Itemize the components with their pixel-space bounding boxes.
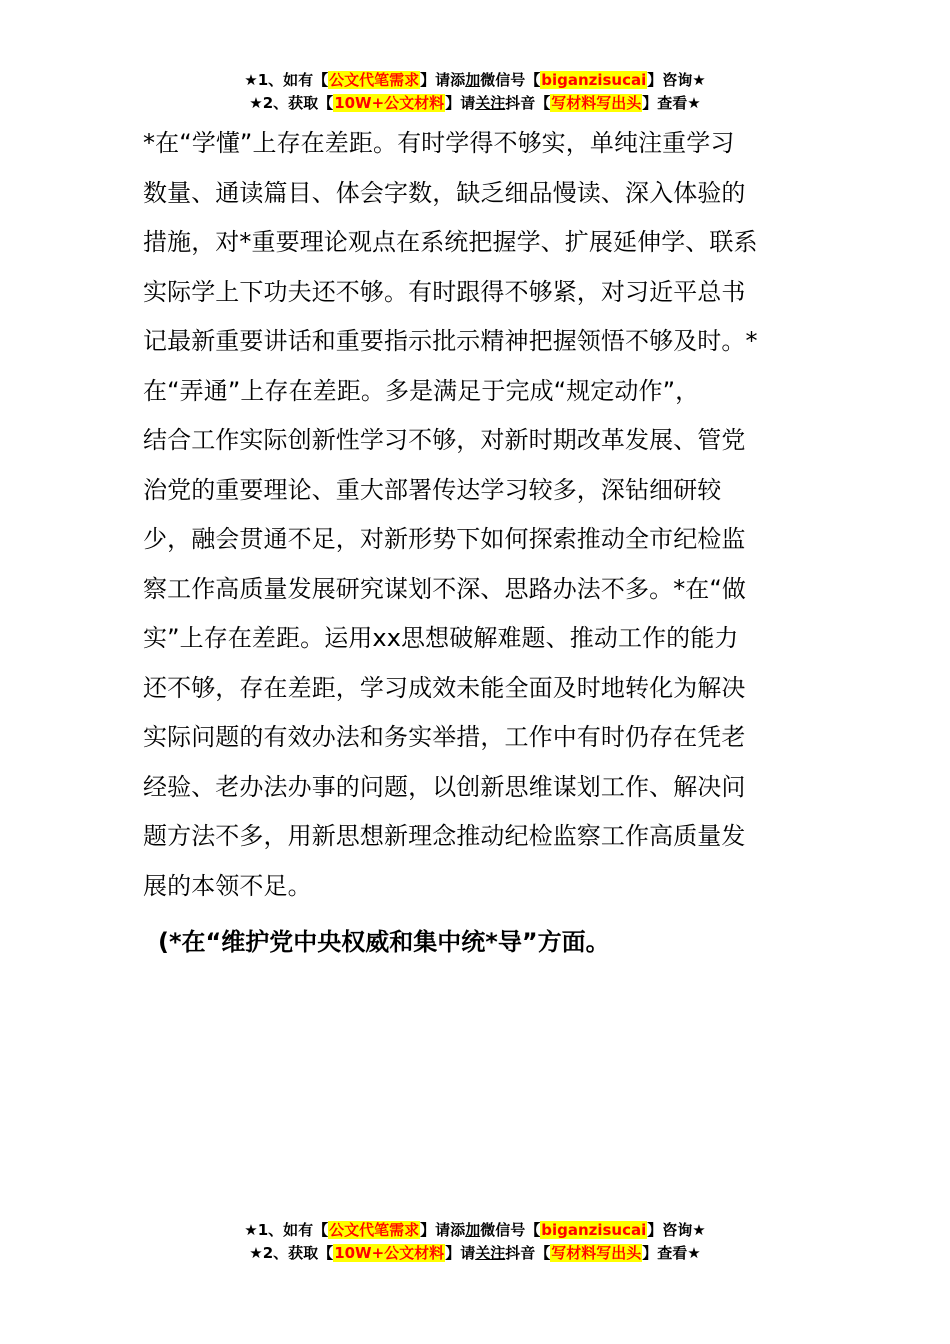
banner-text: 】请	[445, 94, 476, 112]
text-line: 察工作高质量发展研究谋划不深、思路办法不多。*在“做	[143, 574, 747, 603]
banner-highlight: 写材料写出头	[551, 1244, 642, 1262]
text-line: 经验、老办法办事的问题，以创新思维谋划工作、解决问	[143, 772, 746, 801]
text-line: 实际学上下功夫还不够。有时跟得不够紧，对习近平总书	[143, 277, 746, 306]
banner-line-1	[0, 69, 950, 92]
banner-text: 抖音【	[505, 94, 551, 112]
banner-text: 】查看★	[642, 1244, 701, 1262]
text-line: 在“弄通”上存在差距。多是满足于完成“规定动作”，	[143, 376, 700, 405]
text-line: 结合工作实际创新性学习不够，对新时期改革发展、管党	[143, 426, 746, 454]
banner-text: 抖音【	[505, 1244, 551, 1262]
banner-text: 】请	[445, 1244, 476, 1262]
banner-text: ★1、如有【	[244, 1221, 329, 1239]
text-line: 治党的重要理论、重大部署传达学习较多，深钻细研较	[143, 475, 722, 504]
banner-highlight: biganzisucai	[541, 1221, 647, 1239]
banner-text: 】查看★	[642, 94, 701, 112]
banner-highlight: 10W+公文材料	[334, 1244, 445, 1262]
text-line: 实”上存在差距。运用xx思想破解难题、推动工作的能力	[143, 624, 739, 652]
banner-text: 微信号【	[480, 71, 541, 89]
banner-highlight: 写材料写出头	[551, 94, 642, 112]
section-heading: (*在“维护党中央权威和集中统*导”方面。	[158, 928, 610, 956]
text-line: 还不够，存在差距，学习成效未能全面及时地转化为解决	[143, 673, 746, 702]
banner-text: 】请添	[420, 71, 466, 89]
banner-text: 】咨询★	[647, 71, 706, 89]
text-line: 展的本领不足。	[143, 871, 312, 900]
banner-text: ★2、获取【	[249, 1244, 334, 1262]
banner-text: ★1、如有【	[244, 71, 329, 89]
text-line: *在“学懂”上存在差距。有时学得不够实，单纯注重学习	[143, 129, 735, 157]
banner-text: 】咨询★	[647, 1221, 706, 1239]
text-line: 少，融会贯通不足，对新形势下如何探索推动全市纪检监	[143, 525, 746, 553]
banner-text: 】请添	[420, 1221, 466, 1239]
banner-line-2	[0, 1242, 950, 1265]
footer-banner	[0, 1219, 950, 1265]
banner-highlight: 公文代笔需求	[329, 71, 420, 89]
text-line: 数量、通读篇目、体会字数，缺乏细品慢读、深入体验的	[143, 178, 746, 207]
banner-highlight: biganzisucai	[541, 71, 647, 89]
banner-underlined: 关注	[475, 1244, 506, 1262]
text-line: 实际问题的有效办法和务实举措，工作中有时仍存在凭老	[143, 723, 746, 751]
banner-text: 微信号【	[480, 1221, 541, 1239]
banner-highlight: 公文代笔需求	[329, 1221, 420, 1239]
banner-underlined: 关注	[475, 94, 506, 112]
banner-underlined: 加	[465, 71, 481, 89]
banner-text: ★2、获取【	[249, 94, 334, 112]
text-line: 措施，对*重要理论观点在系统把握学、扩展延伸学、联系	[143, 228, 758, 256]
banner-line-2	[0, 92, 950, 115]
banner-underlined: 加	[465, 1221, 481, 1239]
banner-line-1	[0, 1219, 950, 1242]
banner-highlight: 10W+公文材料	[334, 94, 445, 112]
body-paragraph	[143, 119, 803, 911]
text-line: 记最新重要讲话和重要指示批示精神把握领悟不够及时。*	[143, 327, 758, 355]
text-line: 题方法不多，用新思想新理念推动纪检监察工作高质量发	[143, 822, 746, 850]
header-banner	[0, 69, 950, 115]
